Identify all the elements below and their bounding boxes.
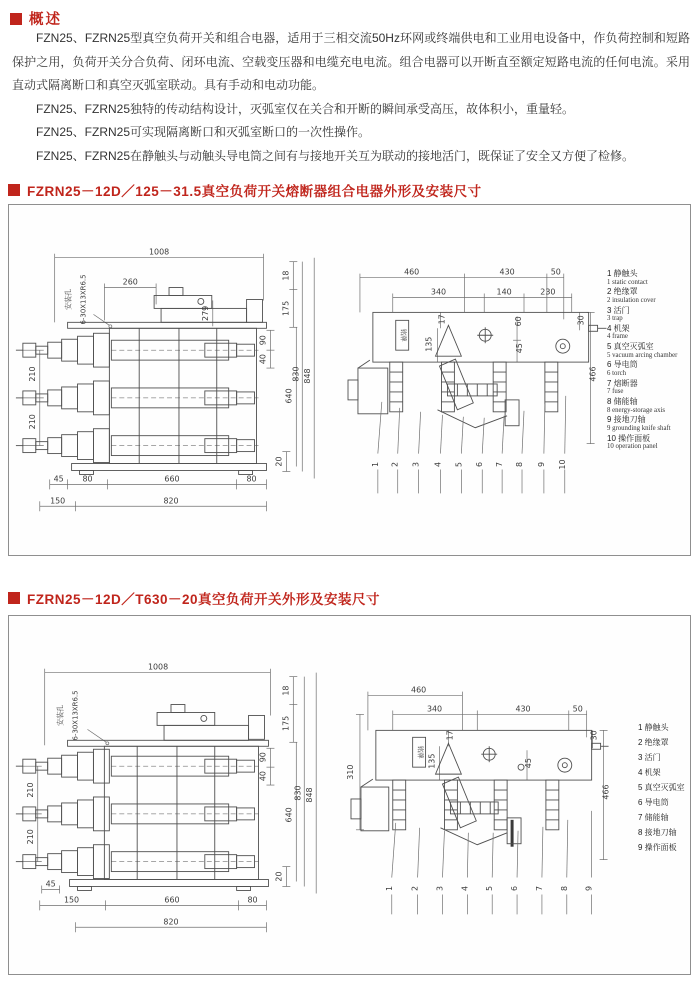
legend-item: 6 导电筒: [638, 798, 669, 807]
legend-item: 7 熔断器 7 fuse: [607, 378, 638, 396]
dim-80-right: 80: [246, 474, 257, 484]
dim-135: 135: [424, 336, 434, 352]
legend-item: 8 接地刀轴: [638, 828, 677, 837]
callout-5: 5: [454, 461, 464, 468]
nameplate-label: 铭牌: [399, 328, 407, 342]
dim-40: 40: [258, 354, 268, 365]
dim-30: 30: [576, 315, 586, 326]
callout-8: 8: [559, 885, 569, 892]
dim-340: 340: [430, 287, 447, 297]
technical-drawing-2: [9, 616, 690, 974]
legend-item: 9 操作面板: [638, 843, 677, 852]
dim-60: 60: [514, 316, 524, 327]
callout-4: 4: [460, 885, 470, 892]
legend-item: 1 静触头: [638, 723, 669, 732]
dim-210-upper: 210: [27, 366, 37, 382]
callout-1: 1: [384, 885, 394, 892]
legend-item: 2 绝缘罩: [638, 738, 669, 747]
dim-90: 90: [258, 752, 268, 763]
legend-item: 3 活门: [638, 753, 661, 762]
callout-3: 3: [435, 885, 445, 892]
side-view-device-2: [351, 730, 609, 846]
legend-item: 7 储能轴: [638, 813, 669, 822]
dim-total-width: 1008: [147, 662, 169, 672]
overview-paragraph-4: FZN25、FZRN25在静触头与动触头导电筒之间有与接地开关互为联动的接地活门，既保证了安全又方便了检修。: [36, 148, 635, 163]
legend-item: 2 绝缘罩 2 insulation cover: [607, 287, 656, 304]
callout-7: 7: [534, 885, 544, 892]
dim-848: 848: [303, 368, 313, 384]
dim-430: 430: [499, 267, 515, 277]
dim-466: 466: [588, 366, 598, 382]
dim-175: 175: [281, 300, 291, 316]
dim-total-width: 1008: [148, 247, 170, 257]
dim-90: 90: [258, 335, 268, 346]
dim-340: 340: [426, 704, 443, 714]
callout-10: 10: [557, 459, 567, 470]
dim-50: 50: [572, 704, 583, 714]
dim-80: 80: [247, 895, 258, 905]
dim-466: 466: [601, 784, 611, 800]
dim-640: 640: [284, 388, 294, 404]
dim-820: 820: [163, 917, 179, 927]
side-view-dimension-lines-1: [360, 274, 595, 444]
section2-header: [8, 588, 380, 608]
section1-title: FZRN25－12D／125－31.5真空负荷开关熔断器组合电器外形及安装尺寸: [27, 184, 482, 199]
dim-150: 150: [50, 496, 66, 506]
dim-660: 660: [164, 474, 180, 484]
drawing-box-1: [8, 204, 691, 556]
dim-18: 18: [281, 685, 291, 696]
callout-9: 9: [536, 461, 546, 468]
nameplate-label: 铭牌: [416, 745, 424, 759]
red-square-bullet: [8, 184, 20, 196]
technical-drawing-1: [9, 205, 690, 555]
callout-5: 5: [485, 885, 495, 892]
legend-item: 10 操作面板 10 operation panel: [607, 433, 658, 451]
front-view-device-2: [16, 705, 269, 891]
callout-2: 2: [390, 461, 400, 468]
dim-460: 460: [411, 685, 427, 695]
callout-leaders-2: [392, 811, 592, 914]
legend-item: 5 真空灭弧室 5 vacuum arcing chamber: [607, 342, 678, 359]
legend-item: 5 真空灭弧室: [638, 783, 685, 792]
dim-660: 660: [164, 895, 180, 905]
legend-item: 8 储能轴 8 energy-storage axis: [607, 397, 666, 414]
mount-hole-label: 安装孔: [64, 289, 73, 310]
dim-210-lower: 210: [27, 414, 37, 430]
mount-hole-spec: 6-30X13XR6.5: [79, 274, 88, 325]
legend-item: 4 机架: [638, 768, 661, 777]
dim-640: 640: [284, 807, 294, 823]
mount-hole-spec: 6-30X13XR6.5: [71, 690, 80, 741]
callout-leaders-1: [378, 396, 566, 493]
dim-150: 150: [63, 895, 80, 905]
dim-830: 830: [293, 785, 303, 801]
overview-paragraph-1: FZN25、FZRN25型真空负荷开关和组合电器，适用于三相交流50Hz环网或终端供电和工业用电设备中，作负荷控制和短路保护之用，负荷开关分合负荷、闭环电流、空载变压器和电缆充电电流。组合电器可以开断直至额定短路电流的任何电流。采用直动式隔离断口和真空灭弧室联动。具有手动和电动功能。: [12, 31, 690, 92]
dim-20: 20: [274, 871, 284, 882]
dim-460: 460: [404, 267, 420, 277]
dim-279: 279: [200, 305, 210, 321]
overview-paragraph-2: FZN25、FZRN25独特的传动结构设计，灭弧室仅在关合和开断的瞬间承受高压，故体积小，重量轻。: [36, 101, 575, 116]
dim-17: 17: [437, 314, 447, 325]
dim-18: 18: [281, 270, 291, 281]
front-view-dimension-lines-2: [22, 669, 316, 933]
dim-175: 175: [281, 715, 291, 731]
section2-title: FZRN25－12D／T630－20真空负荷开关外形及安装尺寸: [27, 592, 381, 607]
legend-1: [607, 269, 691, 452]
dim-45: 45: [53, 474, 64, 484]
callout-8: 8: [515, 461, 525, 468]
dim-820: 820: [163, 496, 179, 506]
callout-6: 6: [510, 885, 520, 892]
dim-210-lower: 210: [25, 829, 35, 845]
dim-30: 30: [589, 730, 599, 741]
dim-848: 848: [305, 787, 315, 803]
side-view-device-1: [348, 312, 607, 427]
dim-135: 135: [427, 753, 437, 769]
overview-paragraph-3: FZN25、FZRN25可实现隔离断口和灭弧室断口的一次性操作。: [36, 125, 371, 139]
dim-210-upper: 210: [25, 782, 35, 798]
callout-3: 3: [411, 461, 421, 468]
dim-310: 310: [345, 764, 355, 780]
dim-230: 230: [540, 287, 556, 297]
callout-6: 6: [475, 461, 485, 468]
front-view-device-1: [16, 288, 267, 475]
dim-430: 430: [515, 704, 531, 714]
overview-title: 概述: [29, 12, 62, 28]
dim-50: 50: [550, 267, 561, 277]
mount-hole-label: 安装孔: [56, 705, 65, 726]
dim-80-left: 80: [82, 474, 93, 484]
dim-top-width: 260: [122, 277, 138, 287]
dim-17: 17: [445, 730, 455, 741]
legend-item: 3 活门 3 trap: [607, 305, 630, 323]
dim-45-side: 45: [515, 343, 525, 354]
callout-1: 1: [370, 461, 380, 468]
dim-40: 40: [258, 771, 268, 782]
callout-7: 7: [495, 461, 505, 468]
overview-paragraphs: [12, 27, 690, 168]
dim-20: 20: [274, 456, 284, 467]
legend-2: [638, 722, 700, 857]
legend-item: 9 接地刀轴 9 grounding knife shaft: [607, 415, 671, 432]
overview-header: [10, 8, 62, 29]
drawing-box-2: [8, 615, 691, 975]
red-square-bullet: [8, 592, 20, 604]
dim-45-side: 45: [523, 758, 533, 769]
legend-item: 4 机架 4 frame: [607, 323, 630, 341]
callout-2: 2: [410, 885, 420, 892]
legend-item: 1 静触头 1 static contact: [607, 269, 648, 286]
section1-header: [8, 180, 482, 200]
legend-item: 6 导电筒 6 torch: [607, 360, 638, 377]
side-view-dimension-lines-2: [356, 692, 608, 860]
dim-830: 830: [291, 366, 301, 382]
dim-45: 45: [45, 879, 56, 889]
red-square-bullet: [10, 13, 22, 25]
callout-4: 4: [433, 461, 443, 468]
dim-140: 140: [496, 287, 512, 297]
callout-9: 9: [584, 885, 594, 892]
